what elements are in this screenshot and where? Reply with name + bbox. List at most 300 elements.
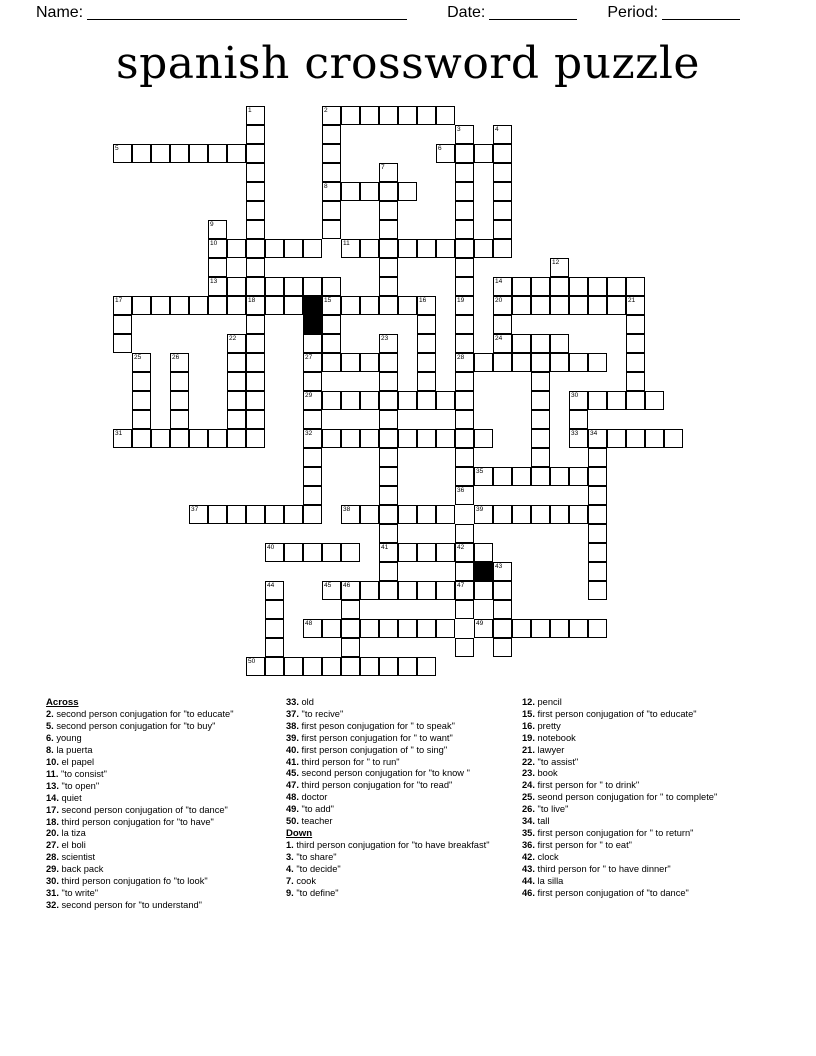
grid-cell[interactable] bbox=[493, 144, 512, 163]
grid-cell[interactable] bbox=[436, 239, 455, 258]
grid-cell[interactable] bbox=[208, 505, 227, 524]
grid-cell[interactable] bbox=[360, 182, 379, 201]
grid-cell[interactable] bbox=[265, 619, 284, 638]
grid-cell[interactable] bbox=[341, 581, 360, 600]
grid-cell[interactable] bbox=[322, 144, 341, 163]
grid-cell[interactable] bbox=[227, 296, 246, 315]
grid-cell[interactable] bbox=[455, 429, 474, 448]
grid-cell[interactable] bbox=[550, 467, 569, 486]
grid-cell[interactable] bbox=[531, 429, 550, 448]
grid-cell[interactable] bbox=[550, 258, 569, 277]
grid-cell[interactable] bbox=[132, 429, 151, 448]
grid-cell[interactable] bbox=[284, 657, 303, 676]
grid-cell[interactable] bbox=[531, 448, 550, 467]
grid-cell[interactable] bbox=[569, 505, 588, 524]
grid-cell[interactable] bbox=[588, 619, 607, 638]
grid-cell[interactable] bbox=[398, 581, 417, 600]
grid-cell[interactable] bbox=[550, 334, 569, 353]
grid-cell[interactable] bbox=[208, 296, 227, 315]
grid-cell[interactable] bbox=[246, 410, 265, 429]
grid-cell[interactable] bbox=[455, 486, 474, 505]
grid-cell[interactable] bbox=[246, 334, 265, 353]
grid-cell[interactable] bbox=[398, 391, 417, 410]
grid-cell[interactable] bbox=[588, 296, 607, 315]
grid-cell[interactable] bbox=[379, 657, 398, 676]
grid-cell[interactable] bbox=[417, 372, 436, 391]
grid-cell[interactable] bbox=[607, 429, 626, 448]
grid-cell[interactable] bbox=[227, 391, 246, 410]
grid-cell[interactable] bbox=[417, 353, 436, 372]
grid-cell[interactable] bbox=[493, 581, 512, 600]
grid-cell[interactable] bbox=[246, 239, 265, 258]
grid-cell[interactable] bbox=[151, 429, 170, 448]
grid-cell[interactable] bbox=[208, 258, 227, 277]
grid-cell[interactable] bbox=[379, 258, 398, 277]
grid-cell[interactable] bbox=[322, 657, 341, 676]
grid-cell[interactable] bbox=[303, 486, 322, 505]
grid-cell[interactable] bbox=[265, 543, 284, 562]
grid-cell[interactable] bbox=[113, 315, 132, 334]
grid-cell[interactable] bbox=[322, 182, 341, 201]
grid-cell[interactable] bbox=[303, 277, 322, 296]
grid-cell[interactable] bbox=[607, 277, 626, 296]
grid-cell[interactable] bbox=[455, 372, 474, 391]
grid-cell[interactable] bbox=[227, 239, 246, 258]
grid-cell[interactable] bbox=[208, 277, 227, 296]
grid-cell[interactable] bbox=[455, 277, 474, 296]
grid-cell[interactable] bbox=[455, 562, 474, 581]
grid-cell[interactable] bbox=[322, 163, 341, 182]
grid-cell[interactable] bbox=[379, 106, 398, 125]
grid-cell[interactable] bbox=[265, 657, 284, 676]
grid-cell[interactable] bbox=[170, 391, 189, 410]
grid-cell[interactable] bbox=[265, 581, 284, 600]
grid-cell[interactable] bbox=[455, 258, 474, 277]
grid-cell[interactable] bbox=[246, 258, 265, 277]
grid-cell[interactable] bbox=[246, 391, 265, 410]
grid-cell[interactable] bbox=[474, 505, 493, 524]
grid-cell[interactable] bbox=[132, 391, 151, 410]
grid-cell[interactable] bbox=[227, 277, 246, 296]
grid-cell[interactable] bbox=[379, 182, 398, 201]
grid-cell[interactable] bbox=[531, 505, 550, 524]
grid-cell[interactable] bbox=[588, 486, 607, 505]
grid-cell[interactable] bbox=[322, 315, 341, 334]
grid-cell[interactable] bbox=[493, 296, 512, 315]
grid-cell[interactable] bbox=[170, 353, 189, 372]
grid-cell[interactable] bbox=[113, 144, 132, 163]
grid-cell[interactable] bbox=[360, 353, 379, 372]
grid-cell[interactable] bbox=[398, 106, 417, 125]
grid-cell[interactable] bbox=[588, 524, 607, 543]
period-blank[interactable] bbox=[662, 6, 740, 20]
grid-cell[interactable] bbox=[550, 277, 569, 296]
grid-cell[interactable] bbox=[417, 657, 436, 676]
grid-cell[interactable] bbox=[379, 391, 398, 410]
grid-cell[interactable] bbox=[436, 505, 455, 524]
grid-cell[interactable] bbox=[246, 125, 265, 144]
grid-cell[interactable] bbox=[569, 277, 588, 296]
grid-cell[interactable] bbox=[246, 372, 265, 391]
grid-cell[interactable] bbox=[493, 182, 512, 201]
grid-cell[interactable] bbox=[170, 410, 189, 429]
grid-cell[interactable] bbox=[493, 562, 512, 581]
grid-cell[interactable] bbox=[531, 619, 550, 638]
grid-cell[interactable] bbox=[265, 638, 284, 657]
grid-cell[interactable] bbox=[341, 505, 360, 524]
grid-cell[interactable] bbox=[531, 353, 550, 372]
grid-cell[interactable] bbox=[322, 201, 341, 220]
grid-cell[interactable] bbox=[284, 543, 303, 562]
grid-cell[interactable] bbox=[493, 315, 512, 334]
grid-cell[interactable] bbox=[550, 353, 569, 372]
grid-cell[interactable] bbox=[189, 144, 208, 163]
grid-cell[interactable] bbox=[265, 296, 284, 315]
grid-cell[interactable] bbox=[303, 448, 322, 467]
grid-cell[interactable] bbox=[664, 429, 683, 448]
grid-cell[interactable] bbox=[398, 657, 417, 676]
grid-cell[interactable] bbox=[360, 296, 379, 315]
date-blank[interactable] bbox=[489, 6, 577, 20]
grid-cell[interactable] bbox=[474, 239, 493, 258]
grid-cell[interactable] bbox=[322, 619, 341, 638]
grid-cell[interactable] bbox=[227, 410, 246, 429]
grid-cell[interactable] bbox=[170, 372, 189, 391]
grid-cell[interactable] bbox=[379, 486, 398, 505]
grid-cell[interactable] bbox=[436, 144, 455, 163]
grid-cell[interactable] bbox=[303, 239, 322, 258]
grid-cell[interactable] bbox=[322, 296, 341, 315]
grid-cell[interactable] bbox=[512, 277, 531, 296]
grid-cell[interactable] bbox=[360, 619, 379, 638]
grid-cell[interactable] bbox=[189, 296, 208, 315]
grid-cell[interactable] bbox=[531, 296, 550, 315]
grid-cell[interactable] bbox=[455, 600, 474, 619]
grid-cell[interactable] bbox=[417, 429, 436, 448]
grid-cell[interactable] bbox=[341, 543, 360, 562]
grid-cell[interactable] bbox=[417, 619, 436, 638]
grid-cell[interactable] bbox=[322, 391, 341, 410]
grid-cell[interactable] bbox=[284, 277, 303, 296]
grid-cell[interactable] bbox=[303, 657, 322, 676]
grid-cell[interactable] bbox=[474, 581, 493, 600]
grid-cell[interactable] bbox=[436, 543, 455, 562]
grid-cell[interactable] bbox=[246, 106, 265, 125]
name-blank[interactable] bbox=[87, 6, 407, 20]
grid-cell[interactable] bbox=[493, 505, 512, 524]
grid-cell[interactable] bbox=[588, 505, 607, 524]
grid-cell[interactable] bbox=[417, 581, 436, 600]
grid-cell[interactable] bbox=[303, 429, 322, 448]
grid-cell[interactable] bbox=[436, 391, 455, 410]
grid-cell[interactable] bbox=[341, 638, 360, 657]
grid-cell[interactable] bbox=[398, 543, 417, 562]
grid-cell[interactable] bbox=[341, 106, 360, 125]
grid-cell[interactable] bbox=[588, 391, 607, 410]
grid-cell[interactable] bbox=[322, 125, 341, 144]
grid-cell[interactable] bbox=[113, 334, 132, 353]
grid-cell[interactable] bbox=[322, 106, 341, 125]
grid-cell[interactable] bbox=[493, 619, 512, 638]
grid-cell[interactable] bbox=[398, 429, 417, 448]
grid-cell[interactable] bbox=[474, 619, 493, 638]
grid-cell[interactable] bbox=[493, 353, 512, 372]
grid-cell[interactable] bbox=[417, 505, 436, 524]
grid-cell[interactable] bbox=[569, 467, 588, 486]
grid-cell[interactable] bbox=[379, 334, 398, 353]
grid-cell[interactable] bbox=[379, 581, 398, 600]
grid-cell[interactable] bbox=[455, 201, 474, 220]
grid-cell[interactable] bbox=[417, 315, 436, 334]
grid-cell[interactable] bbox=[455, 353, 474, 372]
grid-cell[interactable] bbox=[493, 239, 512, 258]
grid-cell[interactable] bbox=[379, 296, 398, 315]
grid-cell[interactable] bbox=[208, 144, 227, 163]
grid-cell[interactable] bbox=[588, 581, 607, 600]
grid-cell[interactable] bbox=[436, 429, 455, 448]
grid-cell[interactable] bbox=[170, 429, 189, 448]
grid-cell[interactable] bbox=[493, 220, 512, 239]
grid-cell[interactable] bbox=[455, 448, 474, 467]
grid-cell[interactable] bbox=[379, 220, 398, 239]
grid-cell[interactable] bbox=[322, 581, 341, 600]
grid-cell[interactable] bbox=[569, 410, 588, 429]
grid-cell[interactable] bbox=[398, 505, 417, 524]
grid-cell[interactable] bbox=[132, 296, 151, 315]
grid-cell[interactable] bbox=[341, 391, 360, 410]
grid-cell[interactable] bbox=[626, 296, 645, 315]
grid-cell[interactable] bbox=[512, 296, 531, 315]
grid-cell[interactable] bbox=[360, 505, 379, 524]
grid-cell[interactable] bbox=[208, 239, 227, 258]
grid-cell[interactable] bbox=[265, 505, 284, 524]
grid-cell[interactable] bbox=[132, 353, 151, 372]
grid-cell[interactable] bbox=[360, 657, 379, 676]
grid-cell[interactable] bbox=[455, 524, 474, 543]
grid-cell[interactable] bbox=[455, 296, 474, 315]
grid-cell[interactable] bbox=[531, 467, 550, 486]
grid-cell[interactable] bbox=[341, 657, 360, 676]
grid-cell[interactable] bbox=[455, 391, 474, 410]
grid-cell[interactable] bbox=[246, 163, 265, 182]
grid-cell[interactable] bbox=[626, 334, 645, 353]
grid-cell[interactable] bbox=[379, 353, 398, 372]
grid-cell[interactable] bbox=[455, 315, 474, 334]
grid-cell[interactable] bbox=[246, 182, 265, 201]
grid-cell[interactable] bbox=[493, 467, 512, 486]
grid-cell[interactable] bbox=[474, 429, 493, 448]
grid-cell[interactable] bbox=[360, 391, 379, 410]
grid-cell[interactable] bbox=[227, 429, 246, 448]
grid-cell[interactable] bbox=[360, 429, 379, 448]
grid-cell[interactable] bbox=[531, 334, 550, 353]
grid-cell[interactable] bbox=[455, 163, 474, 182]
grid-cell[interactable] bbox=[493, 600, 512, 619]
grid-cell[interactable] bbox=[417, 391, 436, 410]
grid-cell[interactable] bbox=[246, 296, 265, 315]
grid-cell[interactable] bbox=[436, 581, 455, 600]
grid-cell[interactable] bbox=[341, 619, 360, 638]
grid-cell[interactable] bbox=[284, 505, 303, 524]
grid-cell[interactable] bbox=[493, 163, 512, 182]
grid-cell[interactable] bbox=[189, 505, 208, 524]
grid-cell[interactable] bbox=[626, 391, 645, 410]
grid-cell[interactable] bbox=[246, 315, 265, 334]
grid-cell[interactable] bbox=[493, 638, 512, 657]
grid-cell[interactable] bbox=[398, 182, 417, 201]
grid-cell[interactable] bbox=[303, 543, 322, 562]
grid-cell[interactable] bbox=[341, 239, 360, 258]
grid-cell[interactable] bbox=[379, 505, 398, 524]
grid-cell[interactable] bbox=[398, 239, 417, 258]
grid-cell[interactable] bbox=[626, 277, 645, 296]
grid-cell[interactable] bbox=[132, 410, 151, 429]
grid-cell[interactable] bbox=[113, 429, 132, 448]
grid-cell[interactable] bbox=[455, 182, 474, 201]
grid-cell[interactable] bbox=[303, 467, 322, 486]
grid-cell[interactable] bbox=[151, 296, 170, 315]
grid-cell[interactable] bbox=[455, 334, 474, 353]
grid-cell[interactable] bbox=[455, 144, 474, 163]
grid-cell[interactable] bbox=[588, 543, 607, 562]
grid-cell[interactable] bbox=[341, 429, 360, 448]
grid-cell[interactable] bbox=[284, 296, 303, 315]
grid-cell[interactable] bbox=[588, 429, 607, 448]
grid-cell[interactable] bbox=[474, 144, 493, 163]
grid-cell[interactable] bbox=[379, 543, 398, 562]
grid-cell[interactable] bbox=[151, 144, 170, 163]
grid-cell[interactable] bbox=[360, 106, 379, 125]
grid-cell[interactable] bbox=[550, 296, 569, 315]
grid-cell[interactable] bbox=[455, 125, 474, 144]
grid-cell[interactable] bbox=[398, 619, 417, 638]
grid-cell[interactable] bbox=[322, 543, 341, 562]
grid-cell[interactable] bbox=[531, 372, 550, 391]
grid-cell[interactable] bbox=[588, 277, 607, 296]
grid-cell[interactable] bbox=[303, 505, 322, 524]
grid-cell[interactable] bbox=[436, 619, 455, 638]
grid-cell[interactable] bbox=[303, 334, 322, 353]
grid-cell[interactable] bbox=[208, 220, 227, 239]
grid-cell[interactable] bbox=[417, 296, 436, 315]
grid-cell[interactable] bbox=[512, 334, 531, 353]
grid-cell[interactable] bbox=[493, 334, 512, 353]
grid-cell[interactable] bbox=[474, 543, 493, 562]
grid-cell[interactable] bbox=[379, 239, 398, 258]
grid-cell[interactable] bbox=[265, 600, 284, 619]
grid-cell[interactable] bbox=[189, 429, 208, 448]
grid-cell[interactable] bbox=[246, 220, 265, 239]
grid-cell[interactable] bbox=[170, 144, 189, 163]
grid-cell[interactable] bbox=[455, 239, 474, 258]
grid-cell[interactable] bbox=[341, 600, 360, 619]
grid-cell[interactable] bbox=[379, 372, 398, 391]
grid-cell[interactable] bbox=[208, 429, 227, 448]
grid-cell[interactable] bbox=[417, 239, 436, 258]
grid-cell[interactable] bbox=[113, 296, 132, 315]
grid-cell[interactable] bbox=[474, 353, 493, 372]
grid-cell[interactable] bbox=[455, 581, 474, 600]
grid-cell[interactable] bbox=[170, 296, 189, 315]
grid-cell[interactable] bbox=[626, 353, 645, 372]
grid-cell[interactable] bbox=[227, 353, 246, 372]
grid-cell[interactable] bbox=[341, 296, 360, 315]
grid-cell[interactable] bbox=[246, 657, 265, 676]
grid-cell[interactable] bbox=[265, 239, 284, 258]
grid-cell[interactable] bbox=[322, 220, 341, 239]
grid-cell[interactable] bbox=[455, 410, 474, 429]
grid-cell[interactable] bbox=[588, 353, 607, 372]
grid-cell[interactable] bbox=[284, 239, 303, 258]
grid-cell[interactable] bbox=[569, 619, 588, 638]
grid-cell[interactable] bbox=[455, 543, 474, 562]
grid-cell[interactable] bbox=[379, 524, 398, 543]
grid-cell[interactable] bbox=[246, 429, 265, 448]
grid-cell[interactable] bbox=[493, 277, 512, 296]
grid-cell[interactable] bbox=[379, 448, 398, 467]
crossword-grid[interactable] bbox=[0, 106, 816, 696]
grid-cell[interactable] bbox=[531, 410, 550, 429]
grid-cell[interactable] bbox=[246, 505, 265, 524]
grid-cell[interactable] bbox=[379, 619, 398, 638]
grid-cell[interactable] bbox=[227, 334, 246, 353]
grid-cell[interactable] bbox=[132, 144, 151, 163]
grid-cell[interactable] bbox=[379, 467, 398, 486]
grid-cell[interactable] bbox=[379, 562, 398, 581]
grid-cell[interactable] bbox=[512, 353, 531, 372]
grid-cell[interactable] bbox=[455, 220, 474, 239]
grid-cell[interactable] bbox=[417, 106, 436, 125]
grid-cell[interactable] bbox=[246, 277, 265, 296]
grid-cell[interactable] bbox=[512, 505, 531, 524]
grid-cell[interactable] bbox=[493, 201, 512, 220]
grid-cell[interactable] bbox=[303, 391, 322, 410]
grid-cell[interactable] bbox=[417, 543, 436, 562]
grid-cell[interactable] bbox=[645, 391, 664, 410]
grid-cell[interactable] bbox=[626, 429, 645, 448]
grid-cell[interactable] bbox=[379, 163, 398, 182]
grid-cell[interactable] bbox=[341, 353, 360, 372]
grid-cell[interactable] bbox=[569, 391, 588, 410]
grid-cell[interactable] bbox=[265, 277, 284, 296]
grid-cell[interactable] bbox=[626, 372, 645, 391]
grid-cell[interactable] bbox=[569, 296, 588, 315]
grid-cell[interactable] bbox=[322, 353, 341, 372]
grid-cell[interactable] bbox=[436, 106, 455, 125]
grid-cell[interactable] bbox=[379, 201, 398, 220]
grid-cell[interactable] bbox=[550, 505, 569, 524]
grid-cell[interactable] bbox=[303, 372, 322, 391]
grid-cell[interactable] bbox=[531, 391, 550, 410]
grid-cell[interactable] bbox=[379, 277, 398, 296]
grid-cell[interactable] bbox=[227, 144, 246, 163]
grid-cell[interactable] bbox=[379, 429, 398, 448]
grid-cell[interactable] bbox=[417, 334, 436, 353]
grid-cell[interactable] bbox=[455, 467, 474, 486]
grid-cell[interactable] bbox=[246, 353, 265, 372]
grid-cell[interactable] bbox=[569, 429, 588, 448]
grid-cell[interactable] bbox=[607, 296, 626, 315]
grid-cell[interactable] bbox=[588, 467, 607, 486]
grid-cell[interactable] bbox=[588, 562, 607, 581]
grid-cell[interactable] bbox=[360, 239, 379, 258]
grid-cell[interactable] bbox=[607, 391, 626, 410]
grid-cell[interactable] bbox=[493, 125, 512, 144]
grid-cell[interactable] bbox=[531, 277, 550, 296]
grid-cell[interactable] bbox=[303, 619, 322, 638]
grid-cell[interactable] bbox=[246, 201, 265, 220]
grid-cell[interactable] bbox=[626, 315, 645, 334]
